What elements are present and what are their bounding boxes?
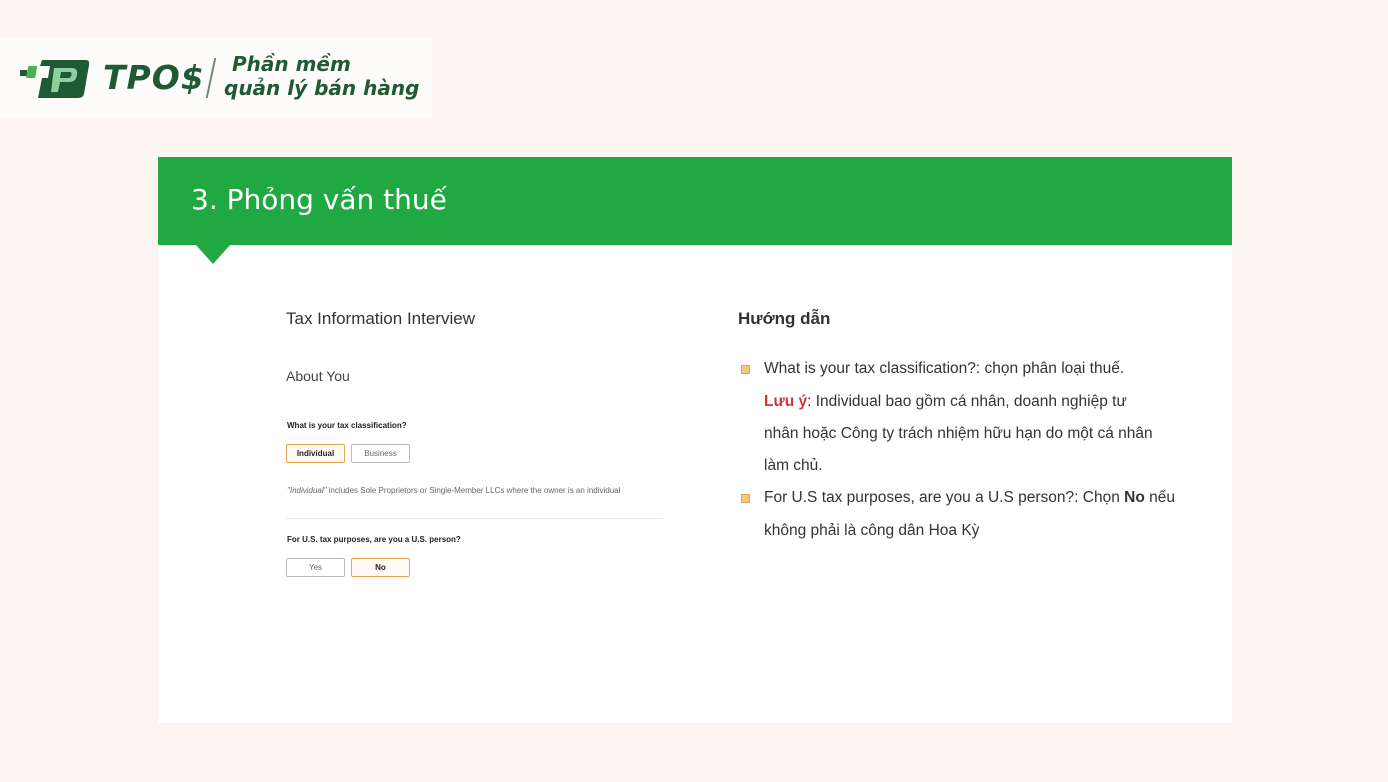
bullet-square-icon [741,365,750,374]
yes-button[interactable]: Yes [286,558,345,577]
individual-note-text: includes Sole Proprietors or Single-Member LLCs where the owner is an individual [326,486,621,495]
individual-note-italic: "Individual" [287,486,327,495]
guide-title: Hướng dẫn [738,309,831,328]
guide-bullet2-pre: For U.S tax purposes, are you a U.S person?: Chọn [764,489,1125,506]
warning-label: Lưu ý [764,393,808,410]
business-button[interactable]: Business [351,444,410,463]
brand-name: TPO$ [103,58,205,97]
guide-bullet1-line1: What is your tax classification?: chọn phân loại thuế. [764,360,1125,377]
tax-classification-question: What is your tax classification? [287,421,407,430]
individual-button[interactable]: Individual [286,444,345,463]
guide-bullet2-post: nếu [1144,489,1175,506]
guide-bullet1-line2-text: : Individual bao gồm cá nhân, doanh nghiệp tư [807,393,1127,410]
section-banner [158,157,1232,245]
guide-bullet1-line4: làm chủ. [764,457,823,474]
no-button[interactable]: No [351,558,410,577]
form-section-title: About You [286,368,350,384]
guide-bullet1-line2 [764,393,1127,411]
logo-divider [206,58,217,98]
guide-bullet2-line2: không phải là công dân Hoa Kỳ [764,522,980,539]
bullet-square-icon [741,494,750,503]
logo-area [0,38,432,118]
slide-card [158,157,1232,723]
guide-bullet2-bold: No [1124,489,1145,506]
guide-bullet2-line1 [764,489,1175,507]
guide-bullet1-line3: nhân hoặc Công ty trách nhiệm hữu hạn do một cá nhân [764,425,1153,442]
tagline-line1: Phần mềm [232,52,351,76]
us-person-question: For U.S. tax purposes, are you a U.S. person? [287,535,461,544]
form-title: Tax Information Interview [286,309,475,328]
form-divider [286,518,662,519]
individual-note [287,486,620,495]
tagline-line2: quản lý bán hàng [224,76,420,100]
banner-arrow [196,245,230,264]
tagline [224,52,419,100]
tpos-logo-icon [20,56,92,100]
section-title: 3. Phỏng vấn thuế [191,183,447,216]
